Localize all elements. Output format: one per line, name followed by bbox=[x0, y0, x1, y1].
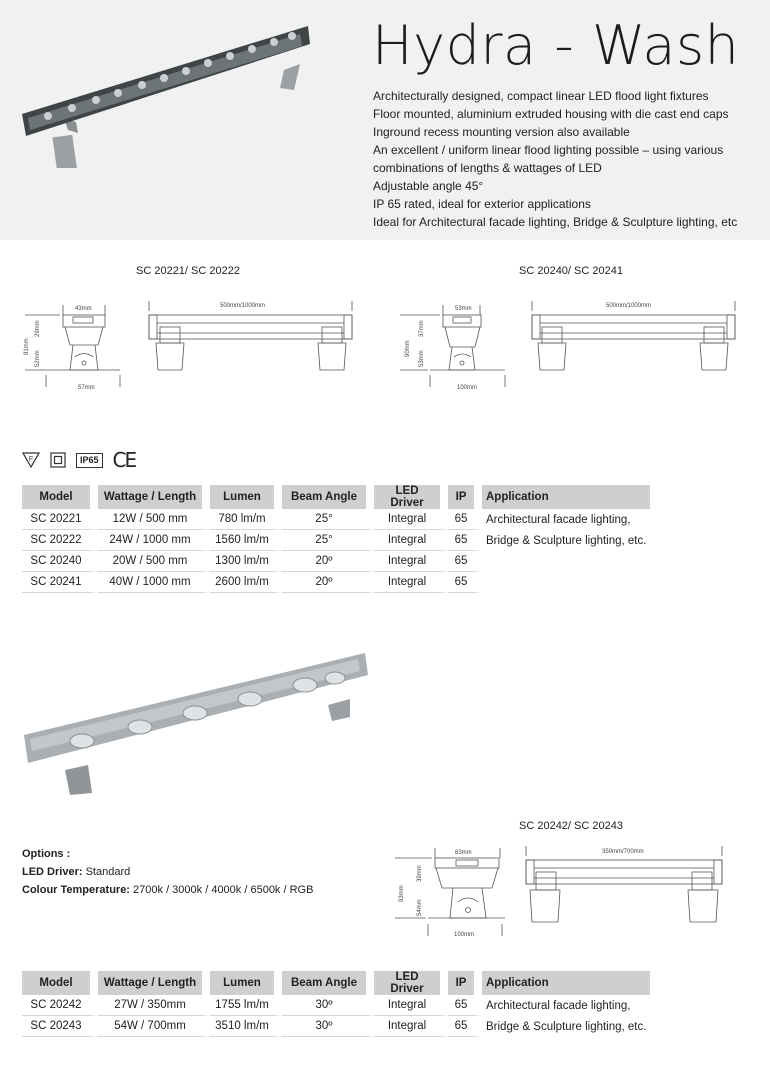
product-photo-silver bbox=[20, 645, 370, 795]
dim-width: 43mm bbox=[75, 306, 92, 312]
dim-total-height: 90mm bbox=[405, 340, 411, 357]
col-model: Model bbox=[22, 971, 98, 995]
dim-base-width: 100mm bbox=[454, 932, 475, 938]
dim-length: 500mm/1000mm bbox=[606, 303, 652, 309]
bracket-right bbox=[280, 64, 300, 90]
dim-top-height: 29mm bbox=[35, 320, 41, 337]
cell-model: SC 20242 bbox=[22, 995, 98, 1016]
spec-table-2 bbox=[22, 971, 658, 1037]
cell-wattage: 40W / 1000 mm bbox=[98, 572, 210, 593]
col-wattage: Wattage / Length bbox=[98, 485, 210, 509]
side-view-drawing-1 bbox=[140, 295, 360, 395]
cell-model: SC 20222 bbox=[22, 530, 98, 551]
dim-top-height: 37mm bbox=[419, 320, 425, 337]
cell-wattage: 12W / 500 mm bbox=[98, 509, 210, 530]
cell-application: Architectural facade lighting, bbox=[482, 995, 658, 1016]
cell-lumen: 780 lm/m bbox=[210, 509, 282, 530]
end-view-drawing-1 bbox=[20, 295, 140, 395]
ce-mark-icon: CE bbox=[112, 448, 136, 472]
options-heading: Options : bbox=[22, 848, 71, 860]
feature-item: Ideal for Architectural facade lighting, Bridge & Sculpture lighting, etc bbox=[373, 215, 738, 229]
bracket-left bbox=[65, 765, 92, 795]
driver-value: Standard bbox=[85, 866, 131, 878]
cell-lumen: 1755 lm/m bbox=[210, 995, 282, 1016]
cell-wattage: 20W / 500 mm bbox=[98, 551, 210, 572]
cell-ip: 65 bbox=[448, 1016, 482, 1037]
drawing-caption-2: SC 20240/ SC 20241 bbox=[519, 265, 623, 277]
dim-length: 350mm/700mm bbox=[602, 849, 644, 855]
cell-application: Bridge & Sculpture lighting, etc. bbox=[482, 530, 658, 551]
col-application: Application bbox=[482, 971, 658, 995]
table-row bbox=[22, 995, 658, 1016]
cell-beam-angle: 30º bbox=[282, 995, 374, 1016]
cell-model: SC 20243 bbox=[22, 1016, 98, 1037]
table-row bbox=[22, 1016, 658, 1037]
cell-model: SC 20221 bbox=[22, 509, 98, 530]
cell-lumen: 2600 lm/m bbox=[210, 572, 282, 593]
options-block bbox=[22, 845, 313, 899]
cell-beam-angle: 30º bbox=[282, 1016, 374, 1037]
driver-label: LED Driver: bbox=[22, 866, 83, 878]
class-ii-double-square-icon bbox=[50, 452, 66, 468]
col-beam-angle: Beam Angle bbox=[282, 971, 374, 995]
end-view-drawing-3 bbox=[390, 840, 510, 940]
col-application: Application bbox=[482, 485, 658, 509]
cell-ip: 65 bbox=[448, 551, 482, 572]
ip65-icon: IP65 bbox=[76, 453, 103, 468]
cell-led-driver: Integral bbox=[374, 509, 448, 530]
feature-item: IP 65 rated, ideal for exterior applications bbox=[373, 197, 591, 211]
cell-lumen: 3510 lm/m bbox=[210, 1016, 282, 1037]
drawing-caption-1: SC 20221/ SC 20222 bbox=[136, 265, 240, 277]
cell-beam-angle: 25° bbox=[282, 509, 374, 530]
cell-wattage: 24W / 1000 mm bbox=[98, 530, 210, 551]
feature-item: Architecturally designed, compact linear LED flood light fixtures bbox=[373, 89, 709, 103]
col-lumen: Lumen bbox=[210, 485, 282, 509]
col-beam-angle: Beam Angle bbox=[282, 485, 374, 509]
cell-wattage: 54W / 700mm bbox=[98, 1016, 210, 1037]
certification-icons bbox=[22, 448, 136, 472]
drawing-caption-3: SC 20242/ SC 20243 bbox=[519, 820, 623, 832]
side-view-drawing-3 bbox=[510, 840, 760, 940]
col-led-driver: LED Driver bbox=[374, 485, 448, 509]
end-view-drawing-2 bbox=[395, 295, 515, 395]
cell-model: SC 20240 bbox=[22, 551, 98, 572]
cell-led-driver: Integral bbox=[374, 530, 448, 551]
cell-beam-angle: 20º bbox=[282, 572, 374, 593]
dim-total-height: 93mm bbox=[399, 885, 405, 902]
table-header-row bbox=[22, 485, 658, 509]
dim-length: 500mm/1000mm bbox=[220, 303, 266, 309]
dim-base-width: 57mm bbox=[78, 385, 95, 391]
product-title: Hydra - Wash bbox=[372, 14, 740, 77]
cell-led-driver: Integral bbox=[374, 1016, 448, 1037]
fixture-lens bbox=[28, 34, 302, 130]
cell-beam-angle: 20º bbox=[282, 551, 374, 572]
cell-ip: 65 bbox=[448, 995, 482, 1016]
feature-item: Inground recess mounting version also available bbox=[373, 125, 630, 139]
colour-label: Colour Temperature: bbox=[22, 884, 130, 896]
dim-width: 83mm bbox=[455, 850, 472, 856]
table-row bbox=[22, 509, 658, 530]
feature-list bbox=[373, 87, 737, 231]
feature-item: Floor mounted, aluminium extruded housing with die cast end caps bbox=[373, 107, 729, 121]
f-mark-label: F bbox=[28, 456, 34, 463]
colour-value: 2700k / 3000k / 4000k / 6500k / RGB bbox=[133, 884, 314, 896]
dim-width: 53mm bbox=[455, 306, 472, 312]
dim-base-height: 54mm bbox=[417, 899, 423, 916]
dim-total-height: 81mm bbox=[24, 338, 30, 355]
dim-base-height: 53mm bbox=[419, 350, 425, 367]
col-ip: IP bbox=[448, 485, 482, 509]
bracket-right bbox=[328, 699, 350, 721]
table-row bbox=[22, 530, 658, 551]
cell-ip: 65 bbox=[448, 530, 482, 551]
cell-led-driver: Integral bbox=[374, 551, 448, 572]
cell-application: Bridge & Sculpture lighting, etc. bbox=[482, 1016, 658, 1037]
cell-ip: 65 bbox=[448, 509, 482, 530]
table-row bbox=[22, 572, 658, 593]
cell-application: Architectural facade lighting, bbox=[482, 509, 658, 530]
dim-top-height: 39mm bbox=[417, 865, 423, 882]
product-photo-dark bbox=[18, 18, 318, 168]
bracket-left-leg bbox=[52, 135, 77, 168]
dim-base-width: 100mm bbox=[457, 385, 478, 391]
cell-wattage: 27W / 350mm bbox=[98, 995, 210, 1016]
col-wattage: Wattage / Length bbox=[98, 971, 210, 995]
col-led-driver: LED Driver bbox=[374, 971, 448, 995]
dim-base-height: 52mm bbox=[35, 350, 41, 367]
feature-item: Adjustable angle 45° bbox=[373, 179, 484, 193]
cell-beam-angle: 25° bbox=[282, 530, 374, 551]
cell-lumen: 1300 lm/m bbox=[210, 551, 282, 572]
side-view-drawing-2 bbox=[520, 295, 760, 395]
col-model: Model bbox=[22, 485, 98, 509]
cell-lumen: 1560 lm/m bbox=[210, 530, 282, 551]
cell-led-driver: Integral bbox=[374, 572, 448, 593]
f-mark-icon bbox=[22, 452, 40, 468]
feature-item: combinations of lengths & wattages of LED bbox=[373, 161, 602, 175]
table-header-row bbox=[22, 971, 658, 995]
feature-item: An excellent / uniform linear flood lighting possible – using various bbox=[373, 143, 724, 157]
table-row bbox=[22, 551, 658, 572]
cell-led-driver: Integral bbox=[374, 995, 448, 1016]
cell-model: SC 20241 bbox=[22, 572, 98, 593]
col-lumen: Lumen bbox=[210, 971, 282, 995]
col-ip: IP bbox=[448, 971, 482, 995]
spec-table-1 bbox=[22, 485, 658, 593]
cell-ip: 65 bbox=[448, 572, 482, 593]
